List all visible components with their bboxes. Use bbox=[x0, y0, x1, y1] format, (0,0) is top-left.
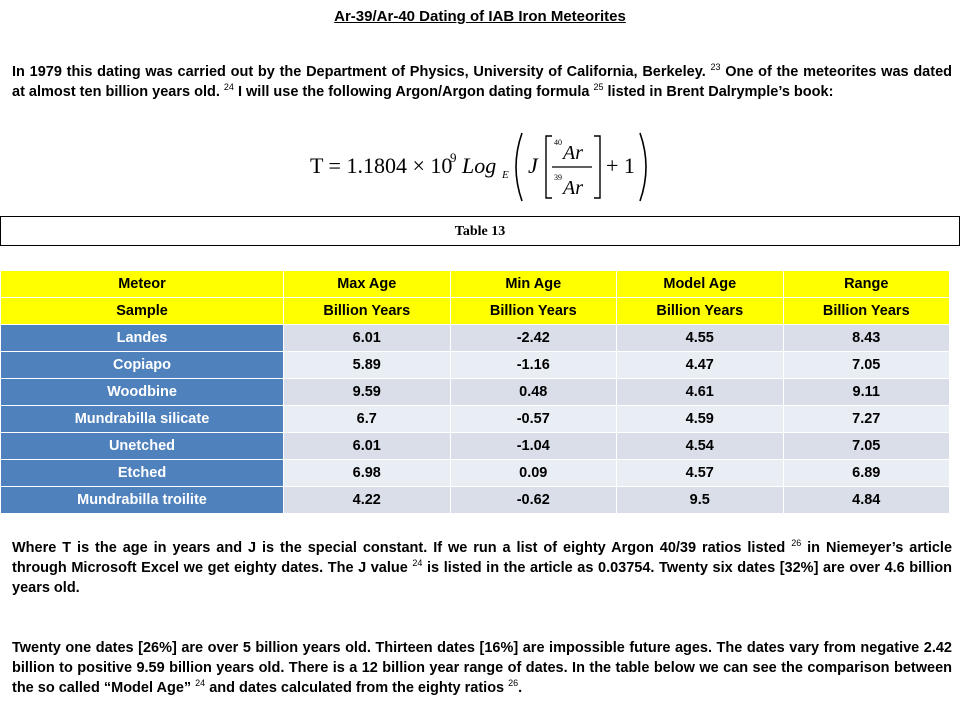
min-age-cell: 0.48 bbox=[450, 379, 617, 406]
table-row bbox=[1, 487, 950, 514]
meteor-name: Mundrabilla troilite bbox=[1, 487, 284, 514]
right-bracket bbox=[594, 136, 600, 198]
min-age-cell: -2.42 bbox=[450, 325, 617, 352]
range-cell: 7.05 bbox=[783, 433, 950, 460]
right-paren bbox=[640, 133, 646, 201]
explanation-paragraph bbox=[12, 538, 952, 598]
header-cell: Sample bbox=[1, 298, 284, 325]
model-age-cell: 4.54 bbox=[617, 433, 784, 460]
dating-formula bbox=[300, 130, 660, 204]
formula-plus-one: + 1 bbox=[606, 153, 635, 178]
range-cell: 7.05 bbox=[783, 352, 950, 379]
ref-24: 24 bbox=[223, 82, 234, 93]
max-age-cell: 9.59 bbox=[284, 379, 451, 406]
range-cell: 9.11 bbox=[783, 379, 950, 406]
header-cell: Billion Years bbox=[450, 298, 617, 325]
formula-exponent: 9 bbox=[450, 150, 457, 165]
meteor-name: Mundrabilla silicate bbox=[1, 406, 284, 433]
formula-j: J bbox=[528, 153, 538, 178]
page-title: Ar-39/Ar-40 Dating of IAB Iron Meteorites bbox=[334, 8, 626, 25]
header-cell: Max Age bbox=[284, 271, 451, 298]
meteor-name: Copiapo bbox=[1, 352, 284, 379]
ref-24: 24 bbox=[412, 558, 423, 569]
header-cell: Range bbox=[783, 271, 950, 298]
numerator-mass: 40 bbox=[554, 138, 562, 147]
min-age-cell: -1.04 bbox=[450, 433, 617, 460]
meteor-name: Unetched bbox=[1, 433, 284, 460]
left-paren bbox=[516, 133, 522, 201]
min-age-cell: -1.16 bbox=[450, 352, 617, 379]
table-row bbox=[1, 433, 950, 460]
table-header-row-1 bbox=[1, 271, 950, 298]
table-row bbox=[1, 406, 950, 433]
intro-text-3: I will use the following Argon/Argon dating formula bbox=[233, 84, 594, 100]
meteor-name: Etched bbox=[1, 460, 284, 487]
intro-text-2: One of the meteorites was dated at almost ten billion years old. bbox=[12, 64, 952, 100]
min-age-cell: -0.62 bbox=[450, 487, 617, 514]
table-row bbox=[1, 460, 950, 487]
formula-lhs: T = 1.1804 × 10 bbox=[310, 153, 453, 178]
ref-26: 26 bbox=[508, 678, 519, 689]
explanation-text-2: in Niemeyer’s article through Microsoft Excel we get eighty dates. The J value bbox=[12, 540, 953, 576]
numerator-element: Ar bbox=[563, 142, 583, 164]
summary-paragraph bbox=[12, 638, 952, 698]
range-cell: 6.89 bbox=[783, 460, 950, 487]
model-age-cell: 4.57 bbox=[617, 460, 784, 487]
min-age-cell: -0.57 bbox=[450, 406, 617, 433]
meteor-name: Landes bbox=[1, 325, 284, 352]
table-caption: Table 13 bbox=[0, 216, 960, 246]
header-cell: Billion Years bbox=[284, 298, 451, 325]
header-cell: Meteor bbox=[1, 271, 284, 298]
summary-text-1: Twenty one dates [26%] are over 5 billion years old. Thirteen dates [16%] are impossible future ages. The dates vary from negative 2.42 billion to positive 9.59 billion years old. There is a 12 billion year range of dates. In the table below we can see the comparison between the so called “Model Age” bbox=[12, 640, 952, 696]
ref-26: 26 bbox=[791, 538, 802, 549]
min-age-cell: 0.09 bbox=[450, 460, 617, 487]
model-age-cell: 4.59 bbox=[617, 406, 784, 433]
formula-log-base: E bbox=[502, 169, 509, 181]
meteorite-age-table bbox=[0, 270, 950, 514]
ref-24: 24 bbox=[195, 678, 206, 689]
header-cell: Model Age bbox=[617, 271, 784, 298]
formula-log: Log bbox=[462, 153, 497, 178]
table-row bbox=[1, 352, 950, 379]
denominator-mass: 39 bbox=[554, 173, 562, 182]
intro-text-4: listed in Brent Dalrymple’s book: bbox=[603, 84, 834, 100]
max-age-cell: 4.22 bbox=[284, 487, 451, 514]
table-header-row-2 bbox=[1, 298, 950, 325]
range-cell: 4.84 bbox=[783, 487, 950, 514]
table-row bbox=[1, 379, 950, 406]
meteor-name: Woodbine bbox=[1, 379, 284, 406]
intro-text-1: In 1979 this dating was carried out by the Department of Physics, University of California, Berkeley. bbox=[12, 64, 711, 80]
table-row bbox=[1, 325, 950, 352]
model-age-cell: 4.61 bbox=[617, 379, 784, 406]
max-age-cell: 6.01 bbox=[284, 325, 451, 352]
max-age-cell: 6.98 bbox=[284, 460, 451, 487]
left-bracket bbox=[546, 136, 552, 198]
summary-text-3: . bbox=[518, 680, 523, 696]
model-age-cell: 4.55 bbox=[617, 325, 784, 352]
header-cell: Billion Years bbox=[617, 298, 784, 325]
max-age-cell: 5.89 bbox=[284, 352, 451, 379]
intro-paragraph bbox=[12, 62, 952, 102]
range-cell: 7.27 bbox=[783, 406, 950, 433]
model-age-cell: 9.5 bbox=[617, 487, 784, 514]
explanation-text-3: is listed in the article as 0.03754. Twenty six dates [32%] are over 4.6 billion years old. bbox=[12, 560, 952, 596]
ref-25: 25 bbox=[593, 82, 604, 93]
explanation-text-1: Where T is the age in years and J is the special constant. If we run a list of eighty Argon 40/39 ratios listed bbox=[12, 540, 792, 556]
denominator-element: Ar bbox=[563, 177, 583, 199]
range-cell: 8.43 bbox=[783, 325, 950, 352]
ref-23: 23 bbox=[710, 62, 721, 73]
max-age-cell: 6.01 bbox=[284, 433, 451, 460]
header-cell: Min Age bbox=[450, 271, 617, 298]
model-age-cell: 4.47 bbox=[617, 352, 784, 379]
header-cell: Billion Years bbox=[783, 298, 950, 325]
max-age-cell: 6.7 bbox=[284, 406, 451, 433]
summary-text-2: and dates calculated from the eighty ratios bbox=[205, 680, 509, 696]
